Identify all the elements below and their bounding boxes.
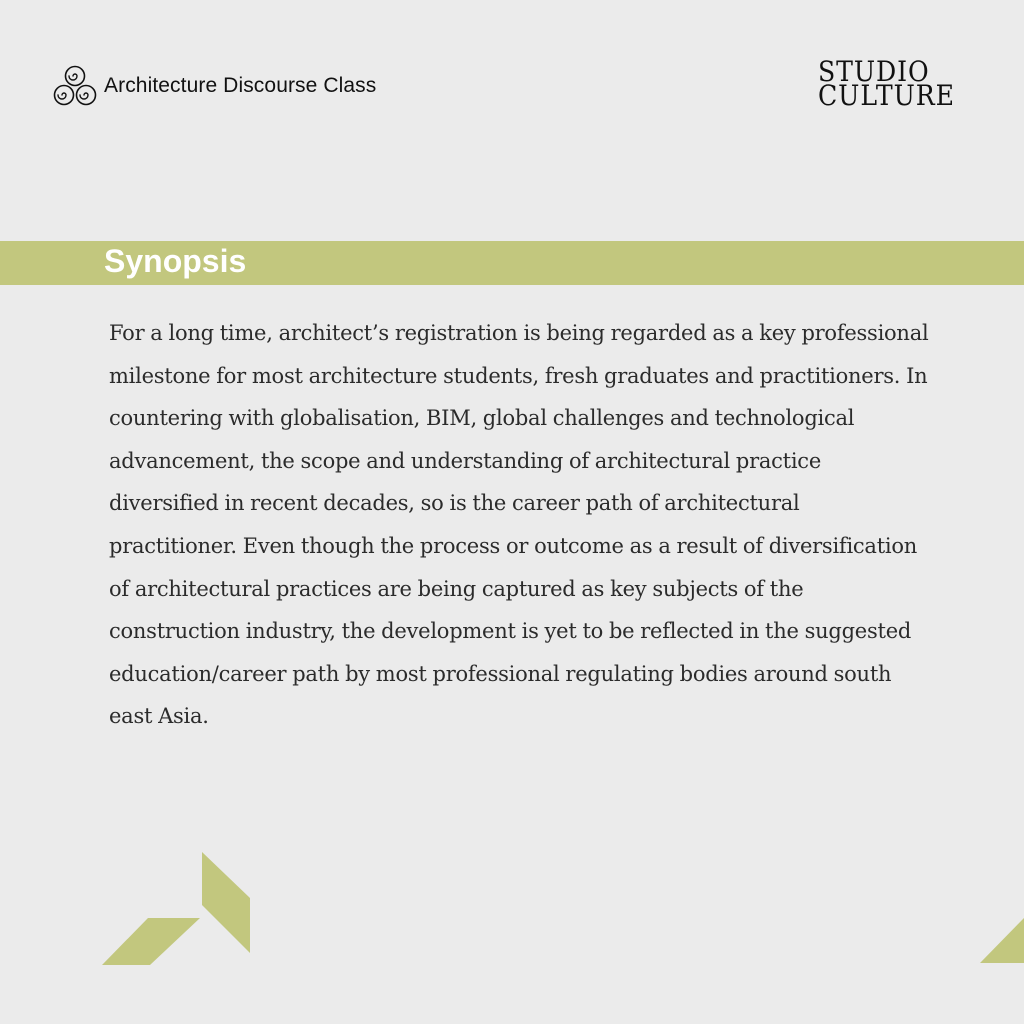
brand-name: Architecture Discourse Class	[104, 74, 377, 97]
deco-shape-vertical-parallelogram	[202, 852, 250, 953]
deco-shape-left-parallelogram	[102, 918, 200, 965]
synopsis-paragraph: For a long time, architect’s registration is being regarded as a key professional milestone for most architecture students, fresh graduates and practitioners. In countering with globalisation, BIM, global challenges and technological advancement, the scope and understanding of architectural practice diversified in recent decades, so is the career path of architectural practitioner. Even though the process or outcome as a result of diversification of architectural practices are being captured as key subjects of the construction industry, the development is yet to be reflected in the suggested education/career path by most professional regulating bodies around south east Asia.	[109, 321, 929, 729]
studio-logo-line-2: CULTURE	[818, 79, 955, 112]
section-title: Synopsis	[104, 243, 247, 279]
deco-shape-corner-triangle	[980, 918, 1024, 963]
studio-logo-line-1: STUDIO	[818, 55, 930, 88]
